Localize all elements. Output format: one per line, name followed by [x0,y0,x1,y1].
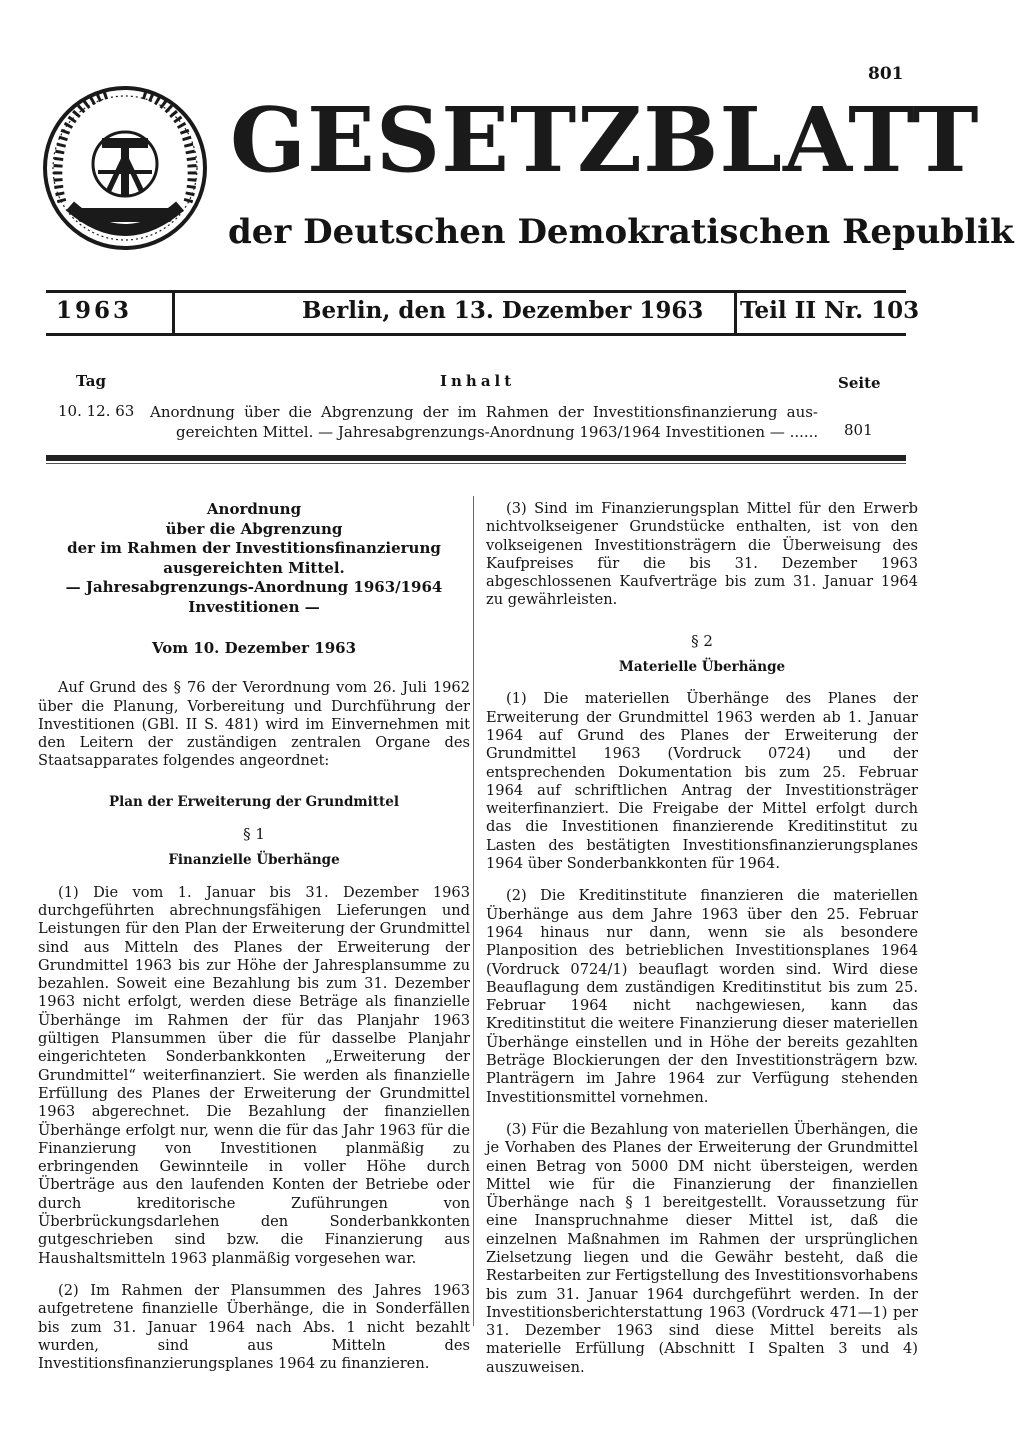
ordinance-title-line: Investitionen — [188,597,320,616]
ordinance-date: Vom 10. Dezember 1963 [151,639,357,657]
contents-rule-thin [46,463,906,464]
issue-date: Berlin, den 13. Dezember 1963 [302,297,704,324]
column-divider [473,496,474,1326]
ordinance-title-line: — Jahresabgrenzungs-Anordnung 1963/1964 [65,578,443,596]
ordinance-title-line: ausgereichten Mittel. [163,558,345,577]
paragraph-2-clause-3: (3) Für die Bezahlung von materiellen Überhängen, die je Vorhaben des Planes der Erweiterung der Grundmittel einen Betrag von 5000 DM nicht übersteigen, werden Mittel wie für die Finanzierung der finanziellen Überhänge nach § 1 bereitgestellt. Voraussetzung für eine Inanspruchnahme dieser Mittel ist, daß die einzelnen Maßnahmen im Rahmen der ursprünglichen Zielsetzung liegen und die Gewähr besteht, daß die Restarbeiten zur Fertigstellung des Investitionsvorhabens bis zum 31. Januar 1964 durchgeführt werden. In der Investitionsberichterstattung 1963 (Vordruck 471—1) per 31. Dezember 1963 sind diese Mittel bereits als materielle Erfüllung (Abschnitt I Spalten 3 und 4) auszuweisen. [486,1120,918,1376]
info-divider-left [172,292,175,334]
toc-header-day: Tag [76,372,106,390]
toc-header-page: Seite [838,374,881,392]
paragraph-1-clause-1: (1) Die vom 1. Januar bis 31. Dezember 1963 durchgeführten abrechnungsfähigen Lieferungen und Leistungen für den Plan der Erweiterung der Grundmittel sind aus Mitteln des Planes der Erweiterung der Grundmittel 1963 bis zur Höhe der Jahresplansumme zu bezahlen. Soweit eine Bezahlung bis zum 31. Dezember 1963 nicht erfolgt, werden diese Beträge als finanzielle Überhänge im Rahmen der für das Planjahr 1963 gültigen Plansummen über die für dasselbe Planjahr eingerichteten Sonderbankkonten „Erweiterung der Grundmittel“ weiterfinanziert. Sie werden als finanzielle Erfüllung des Planes der Erweiterung der Grundmittel 1963 abgerechnet. Die Bezahlung der finanziellen Überhänge erfolgt nur, wenn die für das Jahr 1963 für die Finanzierung von Investitionen planmäßig zu erbringenden Gewinnteile in voller Höhe durch Überträge aus den laufenden Konten der Betriebe oder durch kreditorische Zuführungen von Überbrückungsdarlehen den Sonderbankkonten gutgeschrieben sind bzw. die Finanzierung aus Haushaltsmitteln 1963 planmäßig vorgesehen war. [38,883,470,1267]
issue-year: 1963 [56,297,133,324]
paragraph-2-title: Materielle Überhänge [618,659,786,676]
text-column-left [38,500,470,1373]
paragraph-1-clause-2: (2) Im Rahmen der Plansummen des Jahres 1963 aufgetretene finanzielle Überhänge, die in Sonderfällen bis zum 31. Januar 1964 nach Abs. 1 nicht bezahlt wurden, sind aus Mitteln des Investitionsfinanzierungsplanes 1964 zu finanzieren. [38,1281,470,1373]
paragraph-2-number: § 2 [691,631,713,650]
paragraph-1-number: § 1 [243,825,265,844]
masthead-title: GESETZBLATT [230,87,980,192]
toc-entry-page: 801 [844,421,873,439]
toc-entry-title-line2: gereichten Mittel. — Jahresabgrenzungs-Anordnung 1963/1964 Investitionen — ...... [176,423,819,441]
text-column-right [486,500,918,1377]
issue-number: Teil II Nr. 103 [740,297,920,324]
paragraph-2-clause-2: (2) Die Kreditinstitute finanzieren die materiellen Überhänge aus dem Jahre 1963 über den 25. Februar 1964 hinaus nur dann, wenn sie als besondere Planposition des betrieblichen Investitionsplanes 1964 (Vordruck 0724/1) beauflagt worden sind. Wird diese Beauflagung dem zuständigen Kreditinstitut bis zum 25. Februar 1964 nicht nachgewiesen, kann das Kreditinstitut die weitere Finanzierung dieser materiellen Überhänge einstellen und in Höhe der bereits gezahlten Beträge Blockierungen der den Investitionsträgern bzw. Planträgern im Jahre 1964 zur Verfügung stehenden Investitionsmittel vornehmen. [486,887,918,1106]
section-heading: Plan der Erweiterung der Grundmittel [109,793,399,810]
header-rule-top [46,290,906,293]
paragraph-1-title: Finanzielle Überhänge [168,852,340,869]
toc-entry-title-line1: Anordnung über die Abgrenzung der im Rahmen der Investitionsfinanzierung aus- [150,403,818,421]
issue-info-bar [46,294,920,334]
paragraph-1-clause-3: (3) Sind im Finanzierungsplan Mittel für den Erwerb nichtvolkseigener Grundstücke enthalten, ist von den volkseigenen Investitionsträgern die Überweisung des Kaufpreises für die bis 31. Dezember 1963 abgeschlossenen Kaufverträge bis zum 31. Januar 1964 zu gewährleisten. [486,500,918,609]
toc-entry-date: 10. 12. 63 [58,402,135,420]
ordinance-title [38,500,470,617]
state-emblem-icon [40,84,210,256]
info-divider-right [734,292,737,334]
toc-header-title: Inhalt [440,372,516,390]
header-rule-bottom [46,333,906,336]
contents-rule-thick [46,455,906,461]
paragraph-2-clause-1: (1) Die materiellen Überhänge des Planes der Erweiterung der Grundmittel 1963 werden ab 1. Januar 1964 auf Grund des Planes der Erweiterung der Grundmittel 1963 (Vordruck 0724) und der entsprechenden Dokumentation bis zum 25. Februar 1964 auf schriftlichen Antrag der Investitionsträger weiterfinanziert. Die Freigabe der Mittel erfolgt durch das die Investitionen finanzierende Kreditinstitut zu Lasten des bestätigten Investitionsfinanzierungsplanes 1964 über Sonderbankkonten für 1964. [486,690,918,873]
ordinance-title-line: Anordnung [206,500,302,518]
masthead-subtitle: der Deutschen Demokratischen Republik [228,212,1014,252]
ordinance-title-line: über die Abgrenzung [165,519,343,538]
page-number: 801 [868,64,904,84]
preamble-paragraph: Auf Grund des § 76 der Verordnung vom 26. Juli 1962 über die Planung, Vorbereitung und Durchführung der Investitionen (GBl. II S. 481) wird im Einvernehmen mit den Leitern der zuständigen zentralen Organe des Staatsapparates folgendes angeordnet: [38,679,470,770]
ordinance-title-line: der im Rahmen der Investitionsfinanzierung [67,539,441,557]
